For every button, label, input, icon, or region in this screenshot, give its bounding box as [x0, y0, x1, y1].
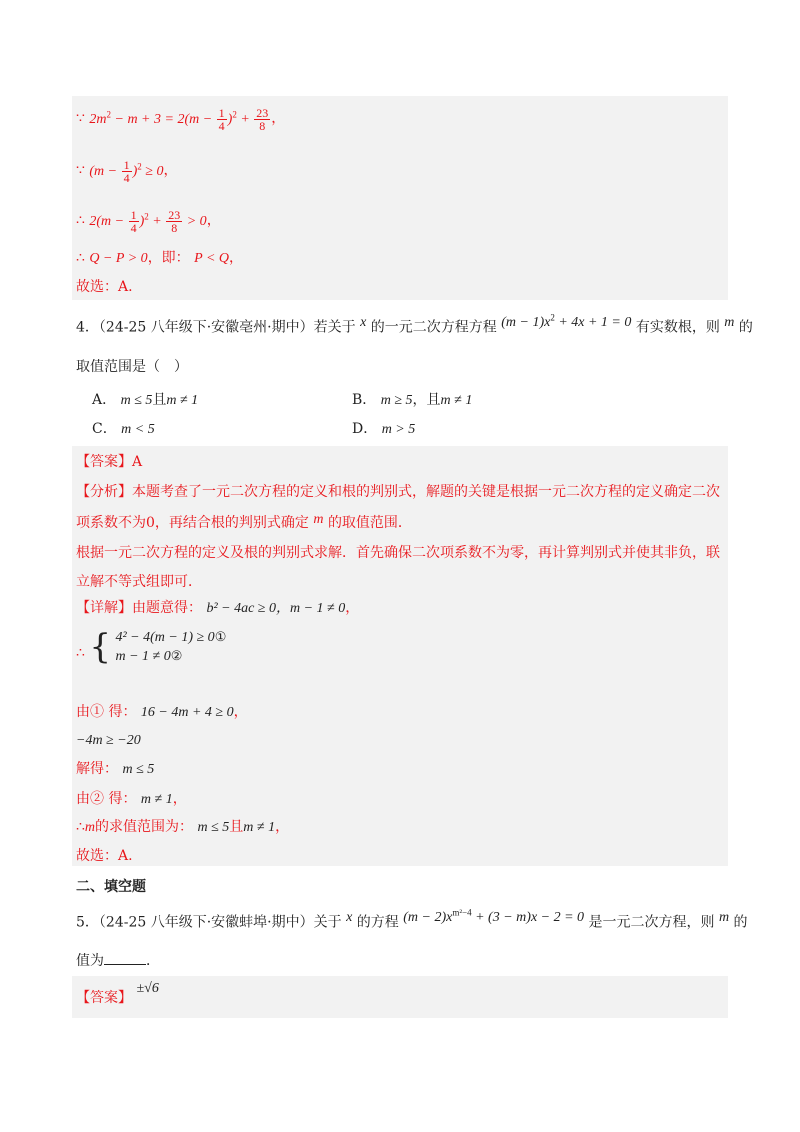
q3-line-4-math-a: Q − P > 0: [89, 251, 148, 266]
q5-answer-tag: 【答案】: [76, 990, 132, 1006]
therefore-symbol: ∴: [76, 819, 85, 835]
therefore-symbol: ∴: [76, 250, 85, 266]
q5-stem-line-2: [76, 950, 160, 971]
q5-source: （24-25 八年级下·安徽蚌埠·期中）: [98, 914, 314, 931]
circled-one: ①: [214, 629, 227, 644]
q4-analysis-line-3: 根据一元二次方程的定义及根的判别式求解．首先确保二次项系数不为零，再计算判别式并使其非负，联: [76, 545, 720, 561]
q3-line-4: [76, 248, 243, 269]
option-label: D．: [352, 421, 378, 437]
q5-line-2-text: 值为: [76, 953, 104, 969]
option-d-math: m > 5: [381, 422, 416, 437]
option-a-math-b: m ≠ 1: [166, 393, 199, 408]
q4-stem-d: 的: [738, 319, 753, 336]
left-brace: {: [89, 627, 112, 667]
q5-answer: [76, 981, 159, 1009]
option-a-math-a: m ≤ 5: [120, 393, 153, 408]
comma: ，: [172, 791, 187, 807]
system-rows: [115, 628, 226, 666]
q5-stem-b: 的方程: [356, 914, 399, 931]
q4-step-4-text: 由② 得：: [76, 791, 137, 807]
q4-number: 4．: [76, 319, 99, 336]
answer-blank[interactable]: [104, 950, 146, 965]
q4-analysis-line-2: [76, 513, 412, 534]
q4-final-choice: 故选：A.: [76, 848, 133, 864]
q3-final-choice: 故选：A.: [76, 279, 133, 295]
q4-analysis-text-end: 的取值范围．: [327, 515, 412, 531]
option-a-and: 且: [152, 392, 167, 408]
q4-analysis-line-4: 立解不等式组即可．: [76, 574, 202, 590]
option-label: A．: [92, 392, 117, 408]
q4-stem-c: 有实数根，则: [635, 319, 720, 336]
q4-step-5-text: 的求值范围为：: [95, 819, 194, 835]
q4-step-5-and: 且: [229, 819, 244, 835]
q4-answer: 【答案】A: [76, 454, 143, 470]
because-symbol: ∵: [76, 110, 85, 127]
q5-answer-panel: [72, 976, 728, 1018]
q4-step-5-math-a: m ≤ 5: [197, 820, 230, 835]
q5-equation: $(m - 2)x^{m^2-4} + (3 - m)x - 2 = 0$: [403, 907, 585, 925]
q5-answer-value: ±√6: [136, 981, 159, 996]
q5-var-m: m: [718, 909, 730, 925]
q5-stem-c: 是一元二次方程，则: [588, 914, 715, 931]
q4-option-c[interactable]: [92, 419, 155, 440]
section-2-heading: 二、填空题: [76, 879, 146, 895]
q4-step-5-var-m: m: [84, 820, 96, 835]
option-c-math: m < 5: [121, 422, 155, 437]
q4-step-5-math-b: m ≠ 1: [243, 820, 276, 835]
q4-var-m: m: [724, 314, 735, 330]
comma: ，: [345, 600, 360, 616]
q4-analysis-var-m: m: [313, 512, 324, 527]
q4-step-1-math: 16 − 4m + 4 ≥ 0: [140, 705, 234, 720]
q3-line-1: [76, 104, 285, 132]
q4-source: （24-25 八年级下·安徽亳州·期中）: [98, 319, 314, 336]
comma: ，: [206, 212, 221, 229]
q4-step-4: [76, 789, 187, 810]
q3-line-1-math: $2m^2 - m + 3 = 2(m$ − $\frac{1}{4}$ )$^2$ + $\frac{23}{8}$: [89, 105, 269, 133]
q4-analysis-line-1: 【分析】本题考查了一元二次方程的定义和根的判别式，解题的关键是根据一元二次方程的定义确定二次: [76, 484, 720, 500]
option-b-math-b: m ≠ 1: [440, 393, 473, 408]
option-b-and: ，且: [412, 392, 441, 408]
comma: ，: [163, 162, 178, 179]
option-label: C．: [92, 421, 117, 437]
q4-step-3-text: 解得：: [76, 761, 118, 777]
q3-line-2-math: (m − $\frac{1}{4}$ )$^2$ ≥ 0: [89, 157, 164, 185]
system-row-1: 4² − 4(m − 1) ≥ 0: [115, 630, 215, 645]
q4-stem-b: 的一元二次方程方程: [370, 319, 497, 336]
q4-equation: $(m - 1)x^2 + 4x + 1 = 0$: [501, 312, 632, 330]
q5-number: 5．: [76, 914, 99, 931]
q5-var-x: x: [346, 909, 353, 925]
q4-stem-line-1: [76, 313, 753, 339]
q4-detail-line: [76, 598, 359, 619]
q4-inequality-system: [76, 628, 226, 666]
system-row-2: m − 1 ≠ 0: [115, 649, 171, 664]
comma: ，: [229, 250, 243, 266]
q4-step-3-math: m ≤ 5: [122, 762, 155, 777]
q4-detail-tag: 【详解】由题意得：: [76, 600, 202, 616]
q5-stem-line-1: [76, 908, 748, 934]
option-b-math-a: m ≥ 5: [380, 393, 413, 408]
q3-line-3-math: 2(m − $\frac{1}{4}$ )$^2$ + $\frac{23}{8}$ > 0: [89, 207, 207, 235]
q4-step-1: [76, 702, 248, 723]
q3-line-4-mid: ，即：: [147, 250, 190, 266]
q4-step-2: [76, 730, 141, 751]
option-label: B．: [352, 392, 377, 408]
comma: ，: [275, 819, 290, 835]
q4-step-3: [76, 759, 154, 780]
q4-step-4-math: m ≠ 1: [140, 792, 173, 807]
q4-step-1-text: 由① 得：: [76, 704, 137, 720]
q4-step-5: [76, 817, 289, 838]
q3-line-4-math-b: P < Q: [194, 251, 229, 266]
q4-stem-line-2: 取值范围是（ ）: [76, 359, 188, 375]
q4-analysis-text: 项系数不为0，再结合根的判别式确定: [76, 515, 309, 531]
q5-stem-a: 关于: [313, 914, 342, 931]
period: ．: [146, 953, 160, 969]
q4-option-a[interactable]: [92, 390, 198, 411]
q4-var-x: x: [360, 314, 367, 330]
q4-detail-math: b² − 4ac ≥ 0，m − 1 ≠ 0: [206, 601, 346, 616]
q4-stem-a: 若关于: [313, 319, 356, 336]
q4-option-b[interactable]: [352, 390, 472, 411]
q4-step-2-math: −4m ≥ −20: [76, 733, 141, 748]
q5-stem-d: 的: [733, 914, 748, 931]
q3-line-3: [76, 206, 221, 234]
because-symbol: ∵: [76, 162, 85, 179]
therefore-symbol: ∴: [76, 645, 85, 661]
circled-two: ②: [170, 648, 183, 663]
comma: ，: [271, 110, 286, 127]
q3-line-2: [76, 156, 177, 184]
q4-option-d[interactable]: [352, 419, 415, 440]
comma: ，: [233, 704, 248, 720]
therefore-symbol: ∴: [76, 212, 85, 229]
